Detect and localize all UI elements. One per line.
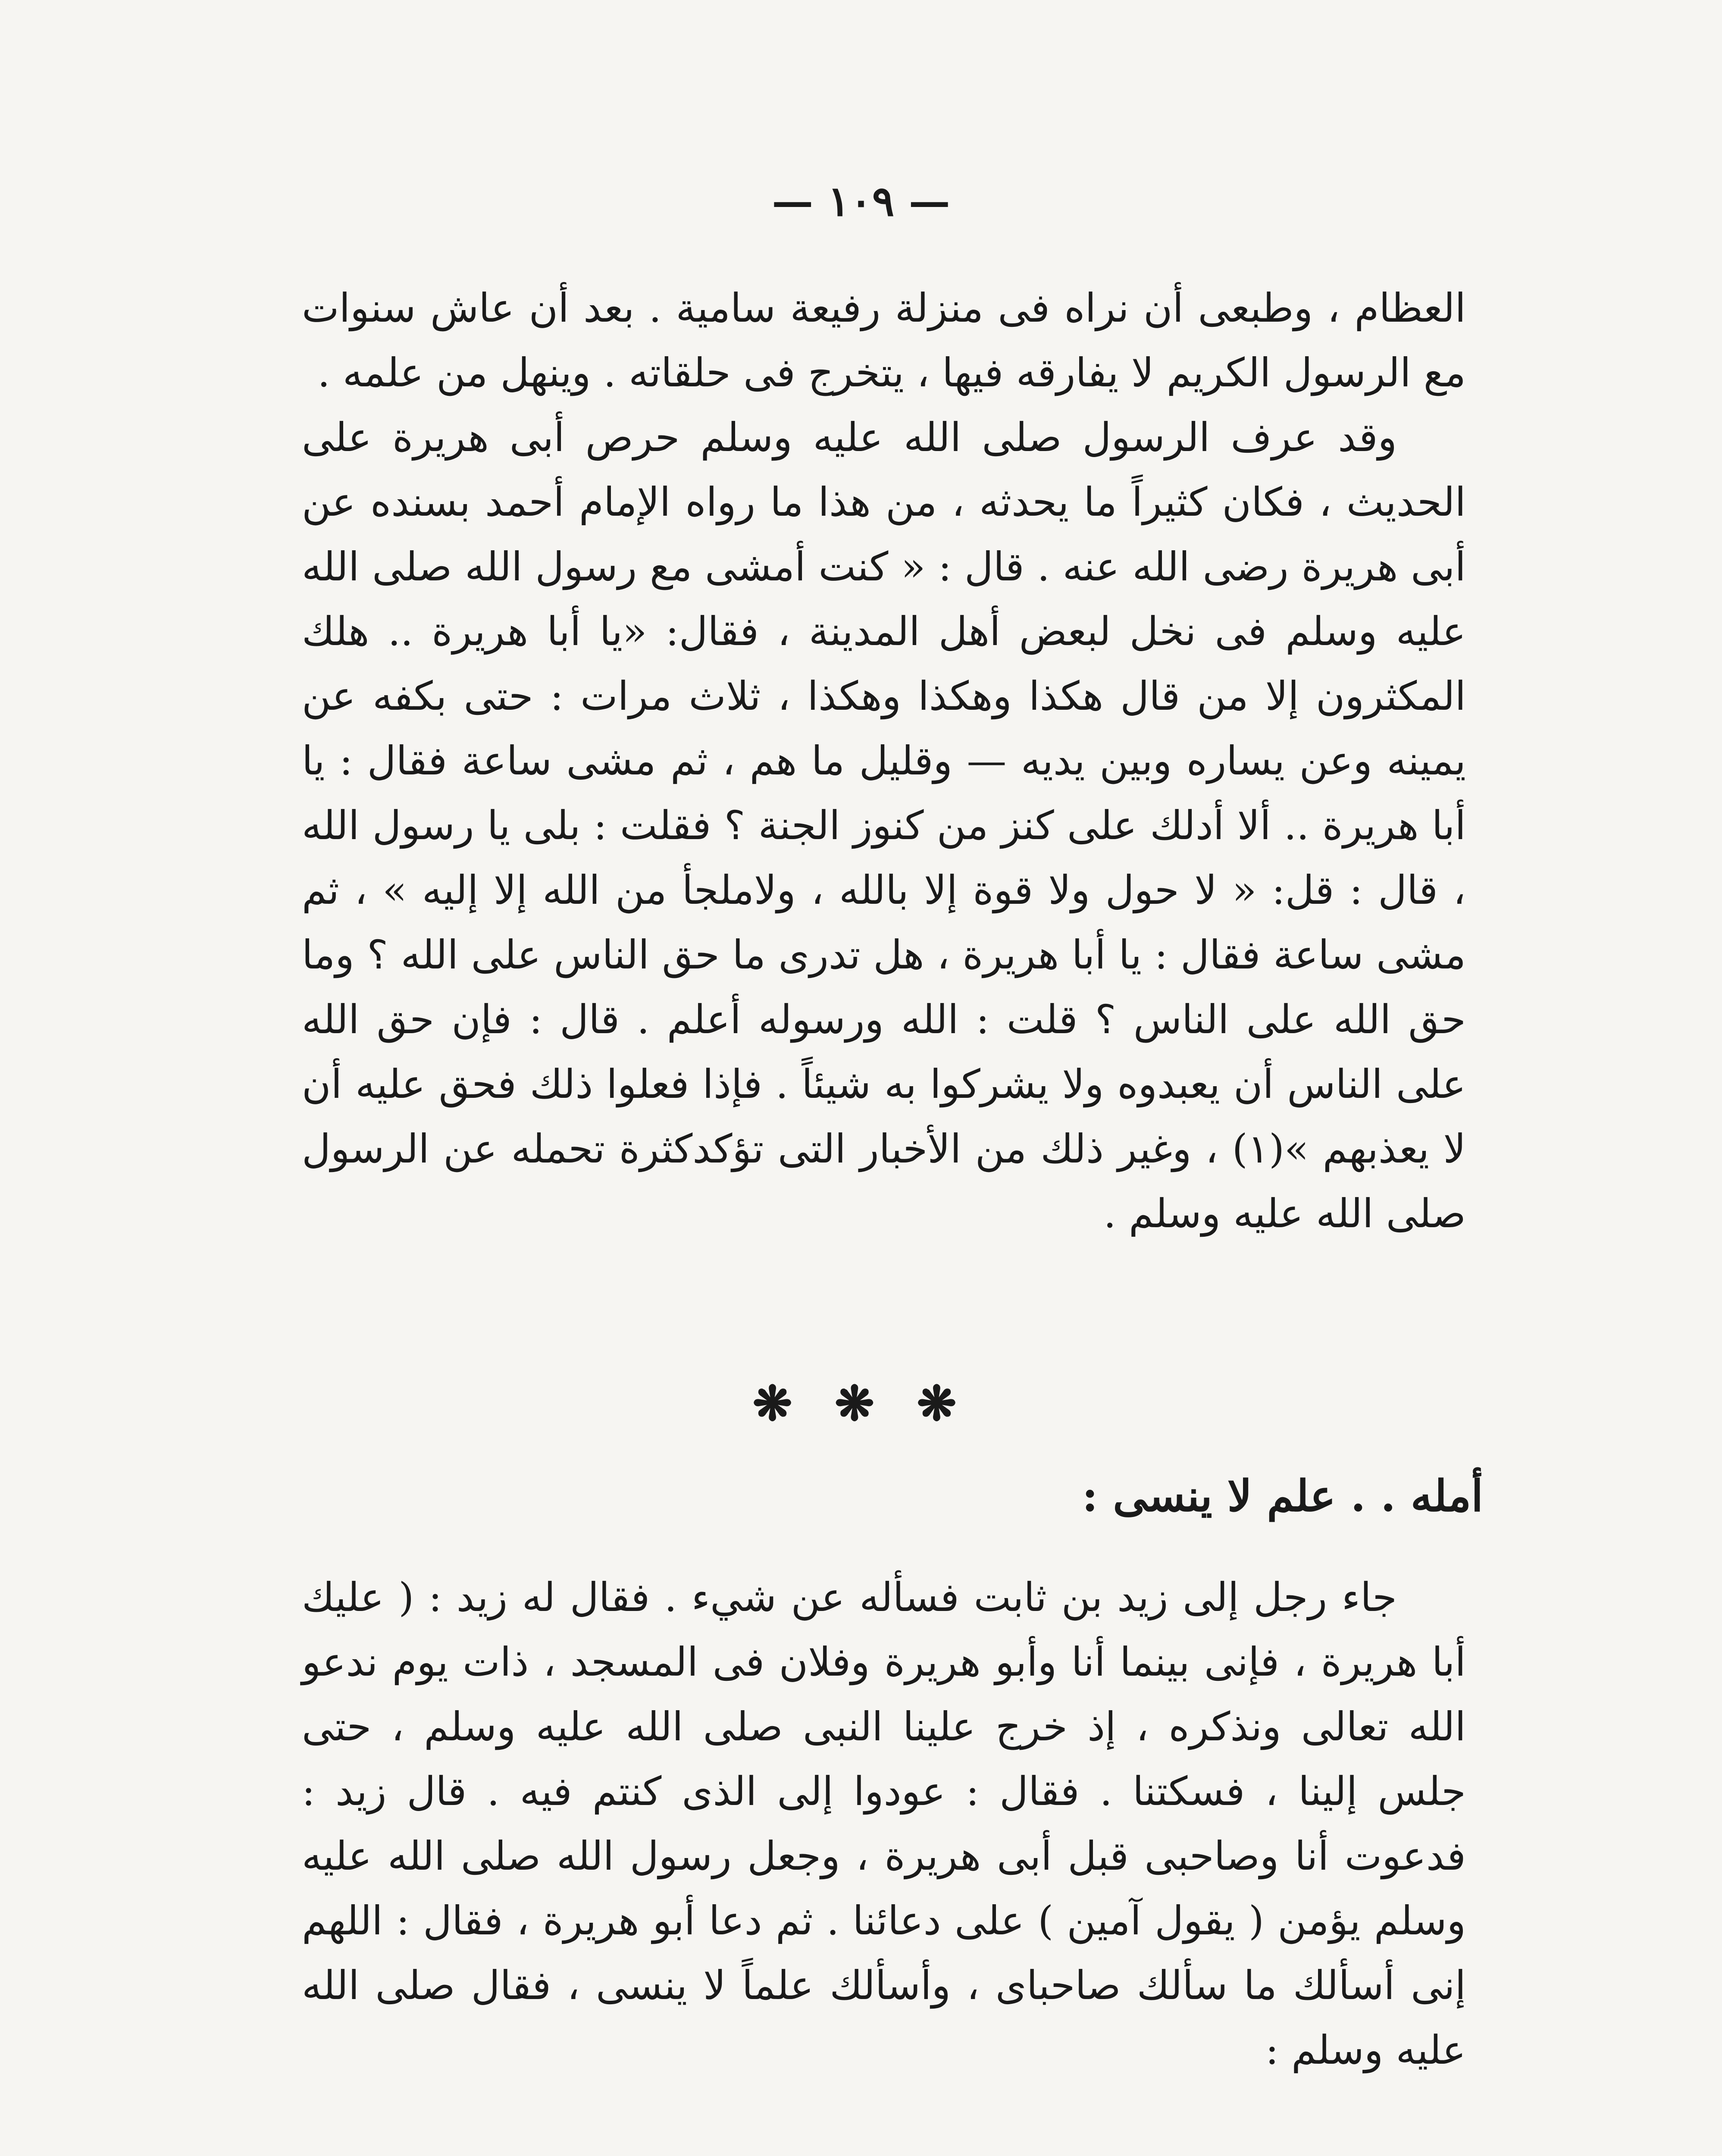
- body-paragraph: العظام ، وطبعى أن نراه فى منزلة رفيعة سامية . بعد أن عاش سنوات مع الرسول الكريم لا يفارقه فيها ، يتخرج فى حلقاته . وينهل من علمه .: [302, 285, 1466, 396]
- page-number: — ١٠٩ —: [772, 177, 950, 226]
- body-paragraph: وقد عرف الرسول صلى الله عليه وسلم حرص أبى هريرة على الحديث ، فكان كثيراً ما يحدثه ، من هذا ما رواه الإمام أحمد بسنده عن أبى هريرة رضى الله عنه . قال : « كنت أمشى مع رسول الله صلى الله عليه وسلم فى نخل لبعض أهل المدينة ، فقال: «يا أبا هريرة .. هلك المكثرون إلا من قال هكذا وهكذا وهكذا ، ثلاث مرات : حتى بكفه عن يمينه وعن يساره وبين يديه — وقليل ما هم ، ثم مشى ساعة فقال : يا أبا هريرة .. ألا أدلك على كنز من كنوز الجنة ؟ فقلت : بلى يا رسول الله ، قال : قل: « لا حول ولا قوة إلا بالله ، ولاملجأ من الله إلا إليه » ، ثم مشى ساعة فقال : يا أبا هريرة ، هل تدرى ما حق الناس على الله ؟ وما حق الله على الناس ؟ قلت : الله ورسوله أعلم . قال : فإن حق الله على الناس أن يعبدوه ولا يشركوا به شيئاً . فإذا فعلوا ذلك فحق عليه أن لا يعذبهم »(١) ، وغير ذلك من الأخبار التى تؤكدكثرة تحمله عن الرسول صلى الله عليه وسلم .: [302, 414, 1466, 1237]
- body-paragraph: جاء رجل إلى زيد بن ثابت فسأله عن شيء . فقال له زيد : ( عليك أبا هريرة ، فإنى بينما أنا وأبو هريرة وفلان فى المسجد ، ذات يوم ندعو الله تعالى ونذكره ، إذ خرج علينا النبى صلى الله عليه وسلم ، حتى جلس إلينا ، فسكتنا . فقال : عودوا إلى الذى كنتم فيه . قال زيد : فدعوت أنا وصاحبى قبل أبى هريرة ، وجعل رسول الله صلى الله عليه وسلم يؤمن ( يقول آمين ) على دعائنا . ثم دعا أبو هريرة ، فقال : اللهم إنى أسألك ما سألك صاحباى ، وأسألك علماً لا ينسى ، فقال صلى الله عليه وسلم :: [302, 1574, 1466, 2073]
- body-paragraph-group-1: [302, 276, 1466, 1246]
- section-divider: ❋ ❋ ❋: [752, 1376, 970, 1431]
- section-heading: أمله . . علم لا ينسى :: [1082, 1470, 1483, 1521]
- body-paragraph-group-2: [302, 1565, 1466, 2083]
